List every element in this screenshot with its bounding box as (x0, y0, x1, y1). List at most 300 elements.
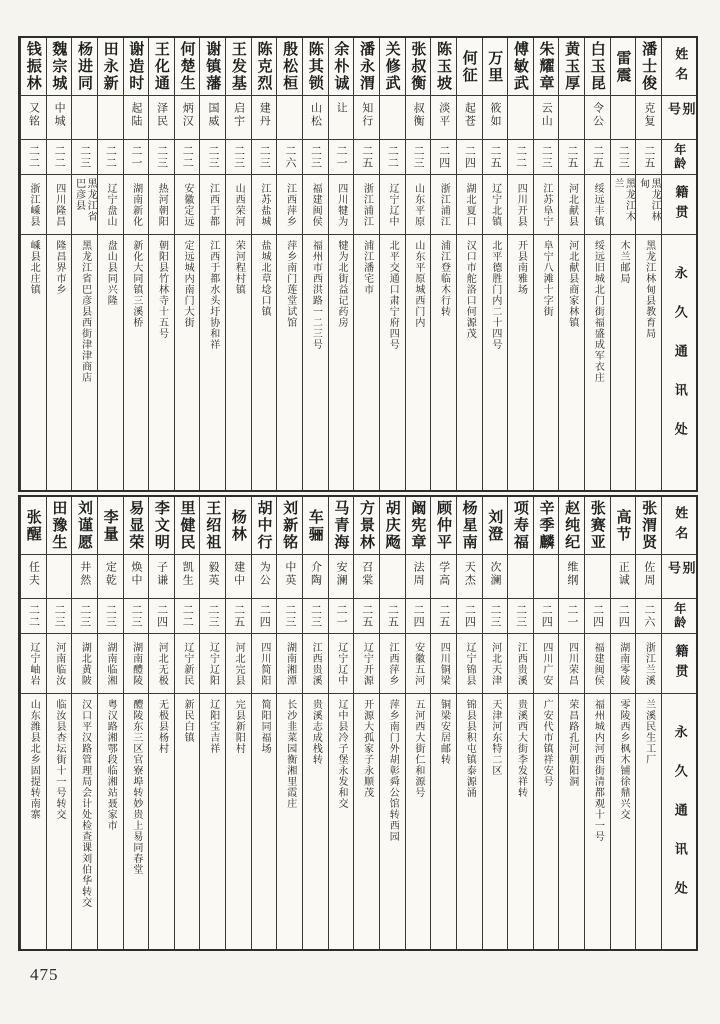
entry-age-cell (226, 140, 251, 175)
entry-address-cell (21, 694, 46, 949)
entry-address-cell (21, 235, 46, 490)
entry-alias-cell (354, 96, 379, 140)
entry-age-cell (508, 140, 533, 175)
entry-alias-cell (47, 96, 72, 140)
entry-age-cell (559, 140, 584, 175)
entry-alias: 安澜 (335, 561, 349, 587)
entry-name: 傅敏武 (511, 41, 530, 92)
entry-age-cell (21, 140, 46, 175)
entry-name-cell (303, 497, 328, 555)
directory-entry-column (353, 38, 379, 490)
entry-alias: 法周 (412, 561, 426, 587)
entry-address-cell (611, 694, 636, 949)
entry-age: 二五 (565, 145, 579, 169)
entry-age-cell (124, 140, 149, 175)
entry-origin-cell (508, 175, 533, 235)
entry-origin-cell (534, 175, 559, 235)
entry-alias-cell (124, 96, 149, 140)
directory-entry-column (302, 38, 328, 490)
directory-entry-column (174, 38, 200, 490)
directory-entry-column (533, 38, 559, 490)
entry-alias-cell (98, 96, 123, 140)
entry-name-cell (380, 38, 405, 96)
directory-entry-column (405, 497, 431, 949)
entry-name: 张叔衡 (409, 41, 428, 92)
entry-origin-cell (354, 175, 379, 235)
entry-alias: 建丹 (258, 102, 272, 128)
entry-alias-cell (431, 96, 456, 140)
directory-entry-column (584, 497, 610, 949)
entry-origin-cell (329, 634, 354, 694)
entry-age: 二五 (360, 145, 374, 169)
entry-address-cell (149, 235, 174, 490)
entry-alias: 克复 (642, 102, 656, 128)
entry-address-cell (354, 694, 379, 949)
entry-address-cell (303, 235, 328, 490)
entry-name: 胡中行 (255, 500, 274, 551)
entry-origin-cell (72, 634, 97, 694)
entry-address-cell (534, 235, 559, 490)
entry-age-cell (380, 599, 405, 634)
entry-alias-cell (124, 555, 149, 599)
entry-name-cell (175, 38, 200, 96)
entry-age: 二二 (27, 604, 41, 628)
entry-origin-cell (483, 634, 508, 694)
page-number: 475 (30, 965, 59, 984)
entry-name-cell (226, 38, 251, 96)
entry-origin: 四川广安 (540, 641, 552, 686)
entry-address-cell (636, 694, 661, 949)
entry-name-cell (534, 38, 559, 96)
entry-origin-cell (380, 175, 405, 235)
entry-address-cell (457, 694, 482, 949)
entry-age: 二四 (258, 604, 272, 628)
entry-address: 粤汉路湘鄂段临湘站聂家市 (105, 699, 117, 831)
entry-alias: 云山 (540, 102, 554, 128)
entry-origin-cell (47, 634, 72, 694)
entry-age-cell (200, 140, 225, 175)
entry-alias: 正诚 (617, 561, 631, 587)
entry-alias-cell (508, 96, 533, 140)
entry-age: 二三 (130, 604, 144, 628)
entry-age-cell (98, 599, 123, 634)
entry-name-cell (124, 497, 149, 555)
entry-address-cell (277, 235, 302, 490)
entry-age: 二三 (78, 145, 92, 169)
header-column (661, 497, 696, 949)
header-name (662, 497, 696, 555)
entry-age: 二一 (565, 604, 579, 628)
entry-age-cell (406, 599, 431, 634)
entry-address: 福州城内河西街清都观十一号 (592, 699, 604, 842)
entry-alias: 定乾 (104, 561, 118, 587)
directory-entry-column (174, 497, 200, 949)
entry-name-cell (303, 38, 328, 96)
entry-address: 汉口平汉路管理局会计处检查课刘伯华转交 (79, 699, 91, 908)
entry-alias-cell (380, 555, 405, 599)
entry-origin: 浙江嵊县 (28, 182, 40, 227)
entry-address-cell (329, 694, 354, 949)
entry-age-cell (431, 599, 456, 634)
entry-age-cell (72, 599, 97, 634)
entry-age-cell (611, 599, 636, 634)
entry-alias: 井然 (78, 561, 92, 587)
directory-entry-column (123, 38, 149, 490)
directory-table-bottom (18, 495, 698, 951)
entry-alias-cell (636, 96, 661, 140)
entry-origin: 四川荣昌 (566, 641, 578, 686)
entry-origin-cell (585, 175, 610, 235)
entry-age-cell (149, 599, 174, 634)
header-origin-label: 籍贯 (672, 184, 688, 225)
entry-origin-cell (431, 175, 456, 235)
entry-name: 项寿福 (511, 500, 530, 551)
entry-alias-cell (329, 555, 354, 599)
entry-origin: 辽宁盘山 (104, 182, 116, 227)
entry-origin: 湖南新化 (130, 182, 142, 227)
entry-alias-cell (200, 96, 225, 140)
entry-origin-cell (431, 634, 456, 694)
entry-alias-cell (457, 555, 482, 599)
entry-address: 辽中县冷子堡永发和交 (335, 699, 347, 809)
entry-origin: 四川开县 (515, 182, 527, 227)
entry-alias: 次澜 (488, 561, 502, 587)
entry-age-cell (636, 140, 661, 175)
entry-alias-cell (149, 555, 174, 599)
entry-origin-cell (508, 634, 533, 694)
directory-entry-column (46, 497, 72, 949)
entry-address: 贵溪西大街李发祥转 (515, 699, 527, 798)
entry-address: 盘山县同兴隆 (105, 240, 117, 306)
entry-address: 铜梁安居邮转 (438, 699, 450, 765)
entry-name-cell (277, 38, 302, 96)
entry-alias: 毅英 (206, 561, 220, 587)
entry-name: 朱耀章 (537, 41, 556, 92)
entry-origin: 辽宁辽中 (335, 641, 347, 686)
entry-alias-cell (483, 555, 508, 599)
entry-name: 王发基 (229, 41, 248, 92)
entry-alias: 筱如 (488, 102, 502, 128)
entry-age-cell (354, 599, 379, 634)
entry-age: 二一 (335, 604, 349, 628)
entry-address: 贵溪志成栈转 (310, 699, 322, 765)
entry-address: 盐城北草埝口镇 (259, 240, 271, 317)
entry-alias-cell (406, 96, 431, 140)
entry-address: 广安代市镇祥安号 (541, 699, 553, 787)
header-name-label: 姓名 (672, 46, 688, 87)
entry-alias: 泽民 (155, 102, 169, 128)
entry-alias-cell (47, 555, 72, 599)
entry-address-cell (252, 235, 277, 490)
entry-origin-cell (559, 175, 584, 235)
entry-origin-cell (380, 634, 405, 694)
entry-origin-cell (21, 634, 46, 694)
entry-alias: 维纲 (565, 561, 579, 587)
entry-address-cell (354, 235, 379, 490)
entry-age: 二四 (540, 604, 554, 628)
entry-address-cell (200, 235, 225, 490)
entry-address: 醴陵东三区官寮埠转妙贵上易同春堂 (130, 699, 142, 875)
entry-name: 杨星南 (460, 500, 479, 551)
entry-origin-cell (406, 175, 431, 235)
entry-address-cell (175, 235, 200, 490)
directory-entry-column (558, 497, 584, 949)
directory-entry-column (482, 497, 508, 949)
entry-address: 黑龙江省巴彦县西街津津商店 (79, 240, 91, 383)
entry-origin: 黑龙江木兰 (612, 178, 635, 222)
directory-entry-column (251, 497, 277, 949)
entry-address: 简阳同福场 (259, 699, 271, 754)
entry-alias-cell (21, 555, 46, 599)
entry-address: 荣河程村镇 (233, 240, 245, 295)
directory-entry-column (97, 497, 123, 949)
header-address-label: 永久通讯处 (671, 266, 687, 461)
entry-origin-cell (585, 634, 610, 694)
entry-origin-cell (636, 634, 661, 694)
directory-entry-column (20, 38, 46, 490)
entry-origin: 江西萍乡 (284, 182, 296, 227)
entry-name-cell (72, 38, 97, 96)
entry-age-cell (21, 599, 46, 634)
entry-name: 何征 (460, 49, 479, 84)
entry-age: 二六 (283, 145, 297, 169)
entry-origin-cell (149, 175, 174, 235)
entry-age: 二五 (360, 604, 374, 628)
entry-alias-cell (585, 555, 610, 599)
entry-alias: 中英 (283, 561, 297, 587)
entry-age-cell (252, 599, 277, 634)
entry-origin-cell (47, 175, 72, 235)
entry-address: 绥远旧城北门街福盛成军衣庄 (592, 240, 604, 383)
entry-alias-cell (611, 96, 636, 140)
header-origin-label: 籍贯 (672, 643, 688, 684)
entry-name: 钱振林 (24, 41, 43, 92)
entry-age-cell (98, 140, 123, 175)
entry-address-cell (431, 235, 456, 490)
directory-entry-column (46, 38, 72, 490)
entry-origin: 福建闽侯 (592, 641, 604, 686)
entry-address: 无极县杨村 (156, 699, 168, 754)
entry-address-cell (431, 694, 456, 949)
entry-name-cell (329, 38, 354, 96)
entry-origin-cell (611, 175, 636, 235)
entry-origin-cell (200, 175, 225, 235)
entry-name: 陈其锁 (306, 41, 325, 92)
entry-origin: 江西于都 (207, 182, 219, 227)
entry-origin-cell (354, 634, 379, 694)
entry-name-cell (483, 38, 508, 96)
entry-origin: 辽宁北镇 (489, 182, 501, 227)
entry-alias: 山松 (309, 102, 323, 128)
entry-alias-cell (559, 555, 584, 599)
entry-name: 陈玉坡 (434, 41, 453, 92)
entry-alias: 知行 (360, 102, 374, 128)
entry-age-cell (457, 140, 482, 175)
entry-origin-cell (457, 634, 482, 694)
entry-age: 二四 (463, 145, 477, 169)
entry-address-cell (47, 235, 72, 490)
entry-age-cell (457, 599, 482, 634)
entry-address-cell (226, 694, 251, 949)
entry-address: 五河西大街仁和源号 (412, 699, 424, 798)
entry-address-cell (380, 235, 405, 490)
entry-origin-cell (124, 634, 149, 694)
entry-origin-cell (72, 175, 97, 235)
header-age-label: 年龄 (672, 602, 687, 630)
entry-age-cell (329, 140, 354, 175)
entry-origin: 湖南湘潭 (284, 641, 296, 686)
entry-alias-cell (483, 96, 508, 140)
header-origin (662, 634, 696, 694)
entry-address: 长沙韭菜园衡湘里霞庄 (284, 699, 296, 809)
entry-alias: 介陶 (309, 561, 323, 587)
entry-alias: 叔衡 (412, 102, 426, 128)
entry-address-cell (483, 694, 508, 949)
entry-name-cell (47, 38, 72, 96)
entry-name: 辛季麟 (537, 500, 556, 551)
entry-age: 二三 (104, 604, 118, 628)
entry-name: 关修武 (383, 41, 402, 92)
entry-age-cell (508, 599, 533, 634)
header-age-label: 年龄 (672, 143, 687, 171)
entry-age-cell (149, 140, 174, 175)
entry-name-cell (354, 497, 379, 555)
entry-name-cell (124, 38, 149, 96)
entry-alias-cell (636, 555, 661, 599)
entry-address: 木兰邮局 (618, 240, 630, 284)
entry-name-cell (585, 497, 610, 555)
entry-alias-cell (585, 96, 610, 140)
entry-age: 二三 (232, 145, 246, 169)
entry-address-cell (124, 235, 149, 490)
entry-address: 新民白镇 (182, 699, 194, 743)
header-name (662, 38, 696, 96)
entry-origin: 四川隆昌 (53, 182, 65, 227)
entry-address-cell (149, 694, 174, 949)
entry-address: 朝阳县竹林寺十五号 (156, 240, 168, 339)
entry-age: 二五 (488, 145, 502, 169)
entry-origin-cell (457, 175, 482, 235)
header-age (662, 599, 696, 634)
entry-age-cell (380, 140, 405, 175)
entry-alias: 学高 (437, 561, 451, 587)
directory-entry-column (456, 38, 482, 490)
entry-name: 刘新铭 (281, 500, 300, 551)
entry-name: 陈克烈 (255, 41, 274, 92)
entry-origin: 江西贵溪 (515, 641, 527, 686)
directory-entry-column (430, 497, 456, 949)
entry-name: 何楚生 (178, 41, 197, 92)
header-address (662, 235, 696, 490)
entry-name-cell (98, 38, 123, 96)
entry-origin-cell (98, 175, 123, 235)
entry-origin-cell (226, 175, 251, 235)
header-alias-label: 别号 (665, 102, 695, 122)
entry-name: 里健民 (178, 500, 197, 551)
entry-name: 王化通 (152, 41, 171, 92)
entry-age: 二六 (642, 604, 656, 628)
entry-address: 河北献县商家林镇 (566, 240, 578, 328)
entry-origin-cell (124, 175, 149, 235)
entry-name: 王绍祖 (204, 500, 223, 551)
entry-age: 二三 (53, 604, 67, 628)
entry-age: 二一 (130, 145, 144, 169)
entry-age: 二三 (309, 145, 323, 169)
entry-name-cell (611, 38, 636, 96)
entry-alias-cell (329, 96, 354, 140)
entry-name-cell (226, 497, 251, 555)
entry-age: 二二 (27, 145, 41, 169)
entry-name: 高节 (614, 508, 633, 543)
directory-entry-column (276, 497, 302, 949)
entry-address-cell (457, 235, 482, 490)
entry-name-cell (457, 38, 482, 96)
directory-entry-column (610, 497, 636, 949)
entry-alias-cell (303, 96, 328, 140)
entry-age-cell (534, 599, 559, 634)
entry-age: 二三 (309, 604, 323, 628)
entry-address: 新化大同镇三溪桥 (130, 240, 142, 328)
entry-alias: 让 (335, 102, 349, 115)
entry-alias: 为公 (258, 561, 272, 587)
entry-alias: 焕中 (130, 561, 144, 587)
directory-entry-column (379, 497, 405, 949)
entry-origin-cell (303, 175, 328, 235)
directory-entry-column (507, 38, 533, 490)
entry-origin-cell (611, 634, 636, 694)
entry-alias: 任夫 (27, 561, 41, 587)
entry-origin-cell (175, 175, 200, 235)
entry-age: 二三 (540, 145, 554, 169)
entry-origin: 山东平原 (412, 182, 424, 227)
entry-name-cell (252, 38, 277, 96)
entry-name-cell (149, 497, 174, 555)
entry-address-cell (124, 694, 149, 949)
entry-alias-cell (21, 96, 46, 140)
directory-entry-column (430, 38, 456, 490)
entry-alias-cell (226, 96, 251, 140)
entry-name: 顾仲平 (434, 500, 453, 551)
entry-age: 二三 (617, 145, 631, 169)
entry-address-cell (508, 694, 533, 949)
header-age (662, 140, 696, 175)
entry-origin: 湖南醴陵 (130, 641, 142, 686)
entry-name-cell (559, 38, 584, 96)
entry-address: 黑龙江林甸县教育局 (643, 240, 655, 339)
entry-address-cell (72, 235, 97, 490)
entry-origin: 山西荣河 (233, 182, 245, 227)
entry-name-cell (72, 497, 97, 555)
entry-age: 二三 (78, 604, 92, 628)
entry-name: 马青海 (332, 500, 351, 551)
entry-name-cell (21, 38, 46, 96)
entry-name-cell (200, 497, 225, 555)
entry-age: 二二 (181, 604, 195, 628)
entry-origin-cell (149, 634, 174, 694)
entry-address: 定远城内南门大街 (182, 240, 194, 328)
entry-address-cell (200, 694, 225, 949)
entry-name: 黄玉厚 (563, 41, 582, 92)
entry-address-cell (508, 235, 533, 490)
entry-address: 萍乡南门外胡彰舜公馆转西园 (387, 699, 399, 842)
entry-alias-cell (303, 555, 328, 599)
entry-age-cell (226, 599, 251, 634)
entry-alias-cell (277, 555, 302, 599)
entry-alias-cell (226, 555, 251, 599)
entry-age: 二四 (591, 604, 605, 628)
directory-entry-column (635, 497, 661, 949)
entry-age: 二二 (53, 145, 67, 169)
